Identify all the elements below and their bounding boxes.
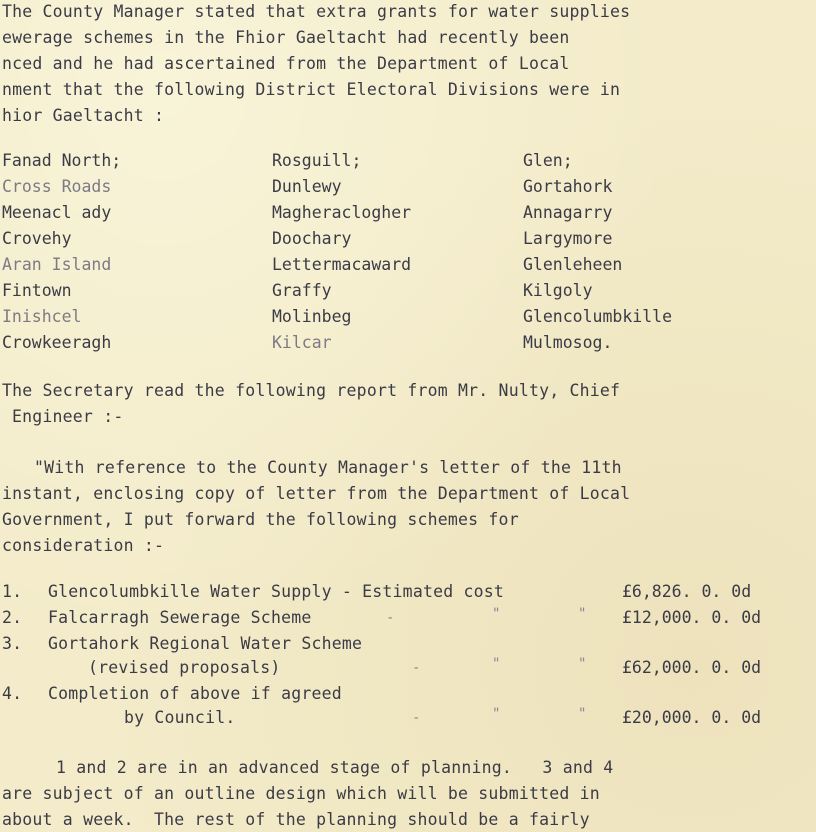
intro-line-4: nment that the following District Electoral Divisions were in [2, 80, 621, 99]
scheme-4-number: 4. [2, 684, 23, 703]
scheme-2-amount: £12,000. 0. 0d [622, 608, 762, 627]
division-col2-row6: Graffy [272, 281, 332, 300]
scheme-4-ditto-1: " [492, 706, 501, 722]
scheme-2-number: 2. [2, 608, 23, 627]
division-col3-row4: Largymore [523, 229, 613, 248]
scheme-4-subtitle: by Council. [124, 708, 236, 727]
scheme-2-ditto-1: " [492, 606, 501, 622]
scheme-4-ditto-2: " [578, 706, 587, 722]
division-col1-row7: Inishcel [2, 307, 82, 326]
scheme-2-ditto-2: " [578, 606, 587, 622]
division-col2-row2: Dunlewy [272, 177, 342, 196]
division-col1-row4: Crovehy [2, 229, 72, 248]
division-col1-row5: Aran Island [2, 255, 112, 274]
scheme-2-dash: - [386, 610, 395, 626]
closing-line-1: 1 and 2 are in an advanced stage of planning. 3 and 4 [56, 758, 614, 777]
scheme-3-amount: £62,000. 0. 0d [622, 658, 762, 677]
intro-line-5: hior Gaeltacht : [2, 106, 165, 125]
scheme-2-title: Falcarragh Sewerage Scheme [48, 608, 312, 627]
division-col3-row1: Glen; [523, 151, 573, 170]
scheme-1-title: Glencolumbkille Water Supply - Estimated cost [48, 582, 505, 601]
division-col1-row2: Cross Roads [2, 177, 112, 196]
scheme-3-ditto-1: " [492, 656, 501, 672]
division-col3-row2: Gortahork [523, 177, 613, 196]
division-col3-row8: Mulmosog. [523, 333, 613, 352]
scheme-3-dash: - [412, 660, 421, 676]
division-col3-row6: Kilgoly [523, 281, 593, 300]
scheme-4-dash: - [412, 710, 421, 726]
division-col1-row8: Crowkeeragh [2, 333, 112, 352]
division-col2-row8: Kilcar [272, 333, 332, 352]
division-col1-row6: Fintown [2, 281, 72, 300]
scheme-1-amount: £6,826. 0. 0d [622, 582, 752, 601]
intro-line-3: nced and he had ascertained from the Department of Local [2, 54, 570, 73]
division-col1-row1: Fanad North; [2, 151, 122, 170]
division-col1-row3: Meenacl ady [2, 203, 112, 222]
scheme-4-amount: £20,000. 0. 0d [622, 708, 762, 727]
closing-line-2: are subject of an outline design which will be submitted in [2, 784, 600, 803]
secretary-line-1: The Secretary read the following report from Mr. Nulty, Chief [2, 381, 621, 400]
scheme-3-ditto-2: " [578, 656, 587, 672]
division-col2-row5: Lettermacaward [272, 255, 412, 274]
scheme-3-number: 3. [2, 634, 23, 653]
letter-line-3: Government, I put forward the following schemes for [2, 510, 519, 529]
secretary-line-2: Engineer :- [12, 407, 124, 426]
division-col3-row7: Glencolumbkille [523, 307, 673, 326]
division-col3-row3: Annagarry [523, 203, 613, 222]
intro-line-1: The County Manager stated that extra grants for water supplies [2, 2, 631, 21]
scheme-4-title: Completion of above if agreed [48, 684, 342, 703]
letter-line-1: "With reference to the County Manager's letter of the 11th [34, 458, 622, 477]
scheme-1-number: 1. [2, 582, 23, 601]
scheme-3-subtitle: (revised proposals) [88, 658, 281, 677]
division-col2-row1: Rosguill; [272, 151, 362, 170]
division-col2-row4: Doochary [272, 229, 352, 248]
letter-line-4: consideration :- [2, 536, 165, 555]
division-col3-row5: Glenleheen [523, 255, 623, 274]
division-col2-row3: Magheraclogher [272, 203, 412, 222]
intro-line-2: ewerage schemes in the Fhior Gaeltacht had recently been [2, 28, 570, 47]
closing-line-3: about a week. The rest of the planning should be a fairly [2, 810, 590, 829]
letter-line-2: instant, enclosing copy of letter from the Department of Local [2, 484, 631, 503]
division-col2-row7: Molinbeg [272, 307, 352, 326]
scheme-3-title: Gortahork Regional Water Scheme [48, 634, 363, 653]
